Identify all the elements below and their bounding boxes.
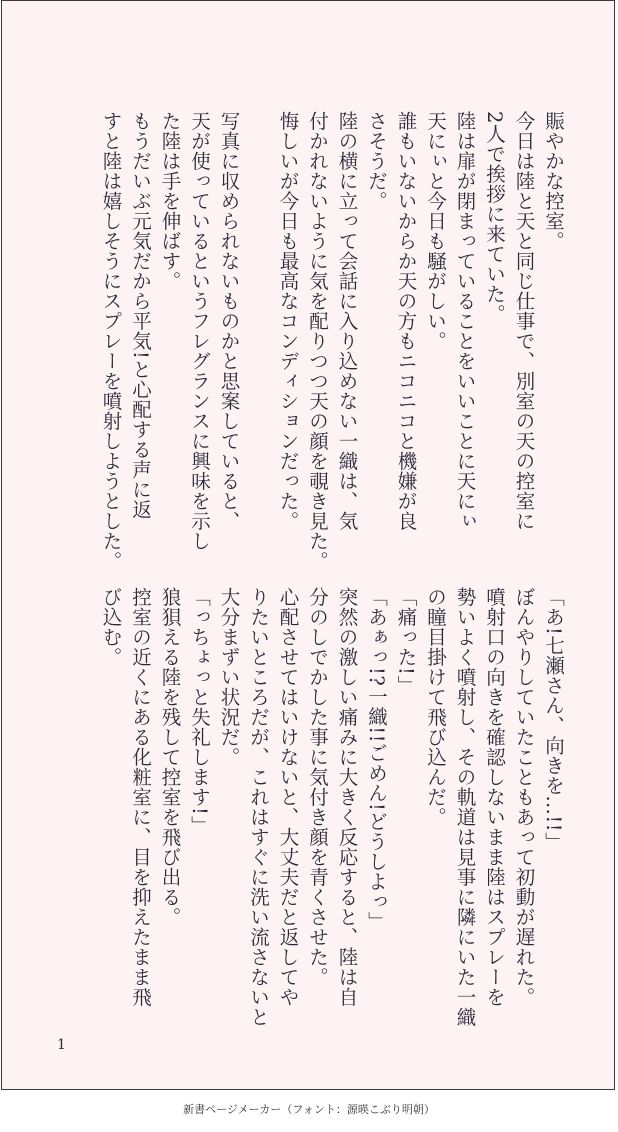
text-line: ぼんやりしていたこともあって初動が遅れた。 [512, 587, 536, 1007]
text-line: 陸の横に立って会話に入り込めない一織は、気 [335, 111, 359, 531]
text-line: 天にぃと今日も騒がしい。 [424, 111, 447, 351]
text-line: 2人で挨拶に来ていた。 [483, 111, 506, 324]
text-line: 「あ!七瀬さん、向きを…!!」 [542, 587, 565, 853]
text-line: 分のしでかした事に気付き顔を青くさせた。 [306, 587, 329, 987]
page-number: 1 [57, 1037, 66, 1053]
text-line: 陸は扉が閉まっていることをいいことに天にぃ [453, 111, 477, 531]
text-block-top [96, 111, 568, 571]
text-line: 賑やかな控室。 [542, 111, 565, 251]
text-line: 誰もいないからか天の方もニコニコと機嫌が良 [394, 111, 418, 531]
text-line: 「痛った!」 [394, 587, 418, 696]
text-line: た陸は手を伸ばす。 [158, 111, 182, 291]
text-block-bottom [96, 587, 568, 1027]
text-line: 「あぁっ!?一織!!ごめん!どうしよっ」 [365, 587, 388, 932]
text-line: 天が使っているというフレグランスに興味を示し [188, 111, 211, 551]
text-line: び込む。 [99, 587, 123, 667]
text-line: の瞳目掛けて飛び込んだ。 [424, 587, 447, 827]
text-line: 心配させてはいけないと、大丈夫だと返してや [276, 587, 300, 1007]
text-line: りたいところだが、これはすぐに洗い流さないと [247, 587, 270, 1027]
text-line: もうだいぶ元気だから平気!と心配する声に返 [129, 111, 152, 520]
text-line: 今日は陸と天と同じ仕事で、別室の天の控室に [512, 111, 536, 531]
book-page [1, 0, 615, 1090]
text-line: 突然の激しい痛みに大きく反応すると、陸は自 [335, 587, 359, 1007]
text-line: 写真に収められないものかと思案していると、 [217, 111, 241, 531]
text-line: 狼狽える陸を残して控室を飛び出る。 [158, 587, 182, 927]
text-line: すと陸は嬉しそうにスプレーを噴射しようとした。 [99, 111, 123, 571]
text-line: 悔しいが今日も最高なコンディションだった。 [276, 111, 300, 531]
blank-line [244, 111, 274, 531]
footer-credit: 新書ページメーカー（フォント：源暎こぶり明朝） [183, 1103, 435, 1116]
text-line: 控室の近くにある化粧室に、目を抑えたまま飛 [129, 587, 152, 1007]
text-line: 噴射口の向きを確認しないまま陸はスプレーを [483, 587, 506, 1007]
text-line: 勢いよく噴射し、その軌道は見事に隣にいた一織 [453, 587, 477, 1027]
text-line: さそうだ。 [365, 111, 388, 211]
text-line: 大分まずい状況だ。 [217, 587, 241, 767]
text-line: 「っちょっと失礼します!」 [188, 587, 211, 836]
text-line: 付かれないように気を配りつつ天の顔を覗き見た。 [306, 111, 329, 571]
